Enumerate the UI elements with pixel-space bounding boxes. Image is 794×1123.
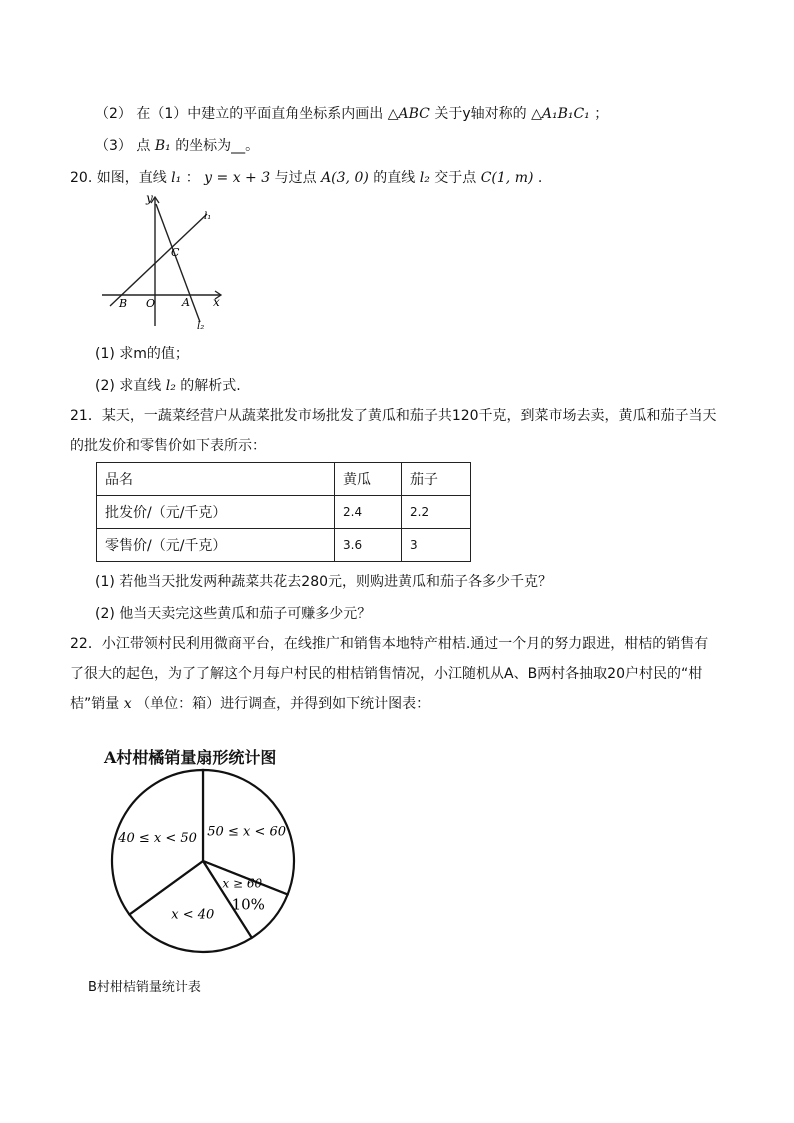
- q20-sub1: (1) 求m的值；: [95, 346, 189, 362]
- l1-label: l₁: [204, 211, 212, 222]
- table-cell: 3: [402, 529, 471, 562]
- q20-sub2: (2) 求直线 l₂ 的解析式.: [95, 378, 241, 394]
- point-c-label: C: [171, 246, 180, 259]
- y-axis-label: y: [146, 192, 153, 205]
- q22-line1: 22．小江带领村民利用微商平台，在线推广和销售本地特产柑桔.通过一个月的努力跟进，柑桔的销售有: [70, 636, 709, 652]
- pie-slice-label: x < 40: [171, 907, 215, 923]
- q22-line2: 了很大的起色，为了了解这个月每户村民的柑桔销售情况，小江随机从A、B两村各抽取20户村民的“柑: [70, 666, 703, 682]
- point-a-label: A: [182, 296, 190, 309]
- table-cell: 零售价/（元/千克）: [97, 529, 335, 562]
- q21-line1: 21．某天，一蔬菜经营户从蔬菜批发市场批发了黄瓜和茄子共120千克，到菜市场去卖，黄瓜和茄子当天: [70, 408, 717, 424]
- q19-part3: （3） 点 B₁ 的坐标为__。: [95, 138, 260, 154]
- line-l2: [156, 204, 200, 322]
- q22-line3: 桔”销量 x （单位：箱）进行调查，并得到如下统计图表：: [70, 696, 431, 712]
- q20-figure: [96, 192, 230, 332]
- pie-chart: [105, 766, 305, 958]
- q19-part2: （2） 在（1）中建立的平面直角坐标系内画出 △ABC 关于y轴对称的 △A₁B₁C₁ ；: [95, 106, 609, 122]
- q21-line2: 的批发价和零售价如下表所示：: [70, 438, 266, 454]
- pie-slice-label: x ≥ 60: [222, 876, 263, 891]
- table-row: [97, 529, 471, 562]
- table-cell: 2.4: [335, 496, 402, 529]
- pie-data-label: 10%: [231, 895, 265, 914]
- table-header-cell: 茄子: [402, 463, 471, 496]
- price-table: [96, 462, 471, 562]
- x-axis-label: x: [213, 295, 220, 309]
- line-l1: [110, 214, 207, 306]
- pie-slice-label: 50 ≤ x < 60: [207, 824, 287, 840]
- pie-chart-title: A村柑橘销量扇形统计图: [104, 748, 277, 767]
- table-cell: 批发价/（元/千克）: [97, 496, 335, 529]
- table-header-cell: 黄瓜: [335, 463, 402, 496]
- table-header-cell: 品名: [97, 463, 335, 496]
- q21-sub1: (1) 若他当天批发两种蔬菜共花去280元，则购进黄瓜和茄子各多少千克？: [95, 574, 553, 590]
- origin-label: O: [146, 297, 156, 310]
- q20-stem: 20. 如图，直线 l₁ ： y = x + 3 与过点 A(3, 0) 的直线 l₂ 交于点 C(1, m) .: [70, 170, 543, 186]
- table-cell: 3.6: [335, 529, 402, 562]
- l2-label: l₂: [197, 321, 205, 332]
- point-b-label: B: [119, 297, 128, 310]
- q21-sub2: (2) 他当天卖完这些黄瓜和茄子可赚多少元？: [95, 606, 372, 622]
- table-row: [97, 463, 471, 496]
- b-table-title: B村柑桔销量统计表: [88, 980, 201, 995]
- table-cell: 2.2: [402, 496, 471, 529]
- table-row: [97, 496, 471, 529]
- pie-slice-label: 40 ≤ x < 50: [118, 830, 197, 846]
